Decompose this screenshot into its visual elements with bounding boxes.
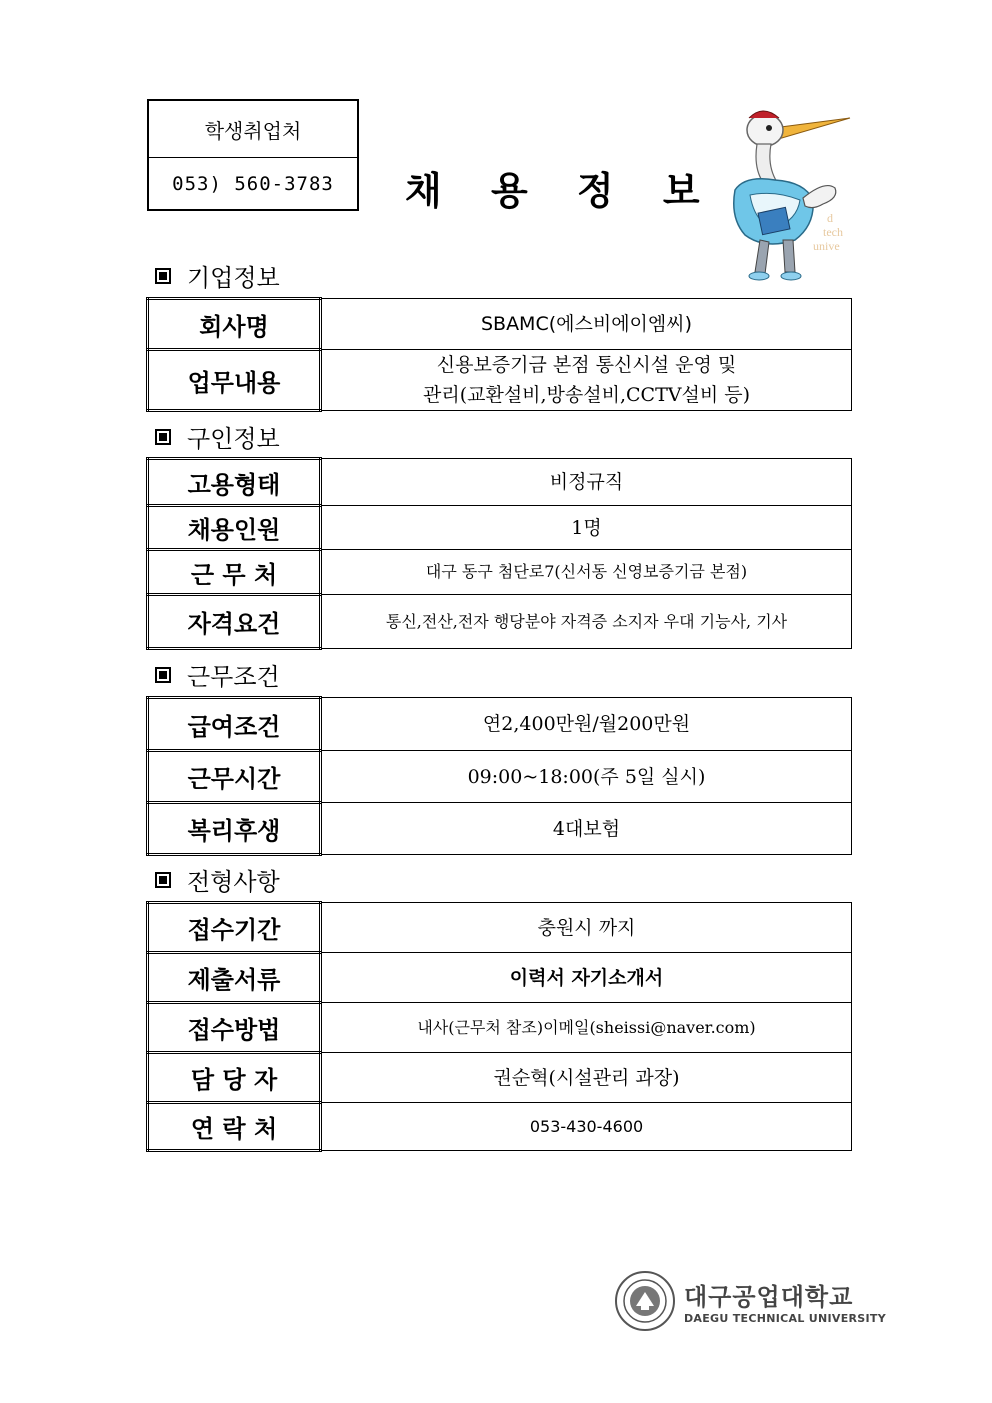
row-value: 충원시 까지: [321, 903, 852, 953]
square-bullet-icon: [155, 268, 171, 284]
conditions-info-table: [146, 696, 852, 856]
section-heading-text: 전형사항: [187, 868, 280, 896]
section-heading-conditions: [155, 657, 280, 692]
table-row: [148, 1053, 852, 1103]
table-row: [148, 1003, 852, 1053]
value-line-1: 신용보증기금 본점 통신시설 운영 및: [436, 354, 737, 376]
row-label: 근 무 처: [148, 550, 321, 595]
section-heading-job: [155, 419, 280, 454]
section-heading-company: [155, 258, 280, 293]
university-name-en: DAEGU TECHNICAL UNIVERSITY: [684, 1312, 886, 1325]
table-row: [148, 299, 852, 350]
contact-label: 학생취업처: [149, 101, 357, 158]
university-name-ko: 대구공업대학교: [684, 1283, 854, 1311]
svg-text:d: d: [827, 211, 833, 225]
contact-phone: 053) 560-3783: [172, 173, 334, 195]
svg-text:tech: tech: [823, 225, 843, 239]
row-value: 4대보험: [321, 803, 852, 855]
company-info-table: [146, 297, 852, 412]
table-row: [148, 350, 852, 411]
table-row: [148, 550, 852, 595]
row-value: 연2,400만원/월200만원: [321, 698, 852, 751]
table-row: [148, 506, 852, 550]
row-value: [321, 350, 852, 411]
row-label: 채용인원: [148, 506, 321, 550]
contact-box: [147, 99, 359, 211]
square-bullet-icon: [155, 429, 171, 445]
row-label: 복리후생: [148, 803, 321, 855]
section-heading-selection: [155, 862, 280, 897]
row-value: 이력서 자기소개서: [321, 953, 852, 1003]
row-value: 09:00~18:00(주 5일 실시): [321, 751, 852, 803]
table-row: [148, 1103, 852, 1151]
row-label: 담 당 자: [148, 1053, 321, 1103]
table-row: [148, 595, 852, 649]
selection-info-table: [146, 901, 852, 1152]
section-heading-text: 근무조건: [187, 663, 280, 691]
row-value: 1명: [321, 506, 852, 550]
job-info-table: [146, 457, 852, 650]
crane-mascot-icon: [705, 100, 855, 290]
table-row: [148, 698, 852, 751]
row-label: 업무내용: [148, 350, 321, 411]
svg-text:unive: unive: [813, 239, 840, 253]
row-value: 대구 동구 첨단로7(신서동 신영보증기금 본점): [321, 550, 852, 595]
row-label: 제출서류: [148, 953, 321, 1003]
table-row: [148, 459, 852, 506]
table-row: [148, 903, 852, 953]
table-row: [148, 751, 852, 803]
row-label: 급여조건: [148, 698, 321, 751]
section-heading-text: 기업정보: [187, 264, 280, 292]
value-line-2: 관리(교환설비,방송설비,CCTV설비 등): [422, 384, 751, 406]
row-label: 고용형태: [148, 459, 321, 506]
row-label: 접수방법: [148, 1003, 321, 1053]
row-value: SBAMC(에스비에이엠씨): [321, 299, 852, 350]
university-seal-icon: [614, 1270, 676, 1332]
table-row: [148, 953, 852, 1003]
row-value: 통신,전산,전자 행당분야 자격증 소지자 우대 기능사, 기사: [321, 595, 852, 649]
row-value: 비정규직: [321, 459, 852, 506]
table-row: [148, 803, 852, 855]
row-value: 권순혁(시설관리 과장): [321, 1053, 852, 1103]
university-logo: [614, 1270, 886, 1332]
row-value: 053-430-4600: [321, 1103, 852, 1151]
row-label: 회사명: [148, 299, 321, 350]
row-value: 내사(근무처 참조)이메일(sheissi@naver.com): [321, 1003, 852, 1053]
row-label: 근무시간: [148, 751, 321, 803]
square-bullet-icon: [155, 667, 171, 683]
square-bullet-icon: [155, 872, 171, 888]
row-label: 접수기간: [148, 903, 321, 953]
section-heading-text: 구인정보: [187, 425, 280, 453]
page-title: 채 용 정 보: [405, 169, 718, 213]
row-label: 자격요건: [148, 595, 321, 649]
row-label: 연 락 처: [148, 1103, 321, 1151]
